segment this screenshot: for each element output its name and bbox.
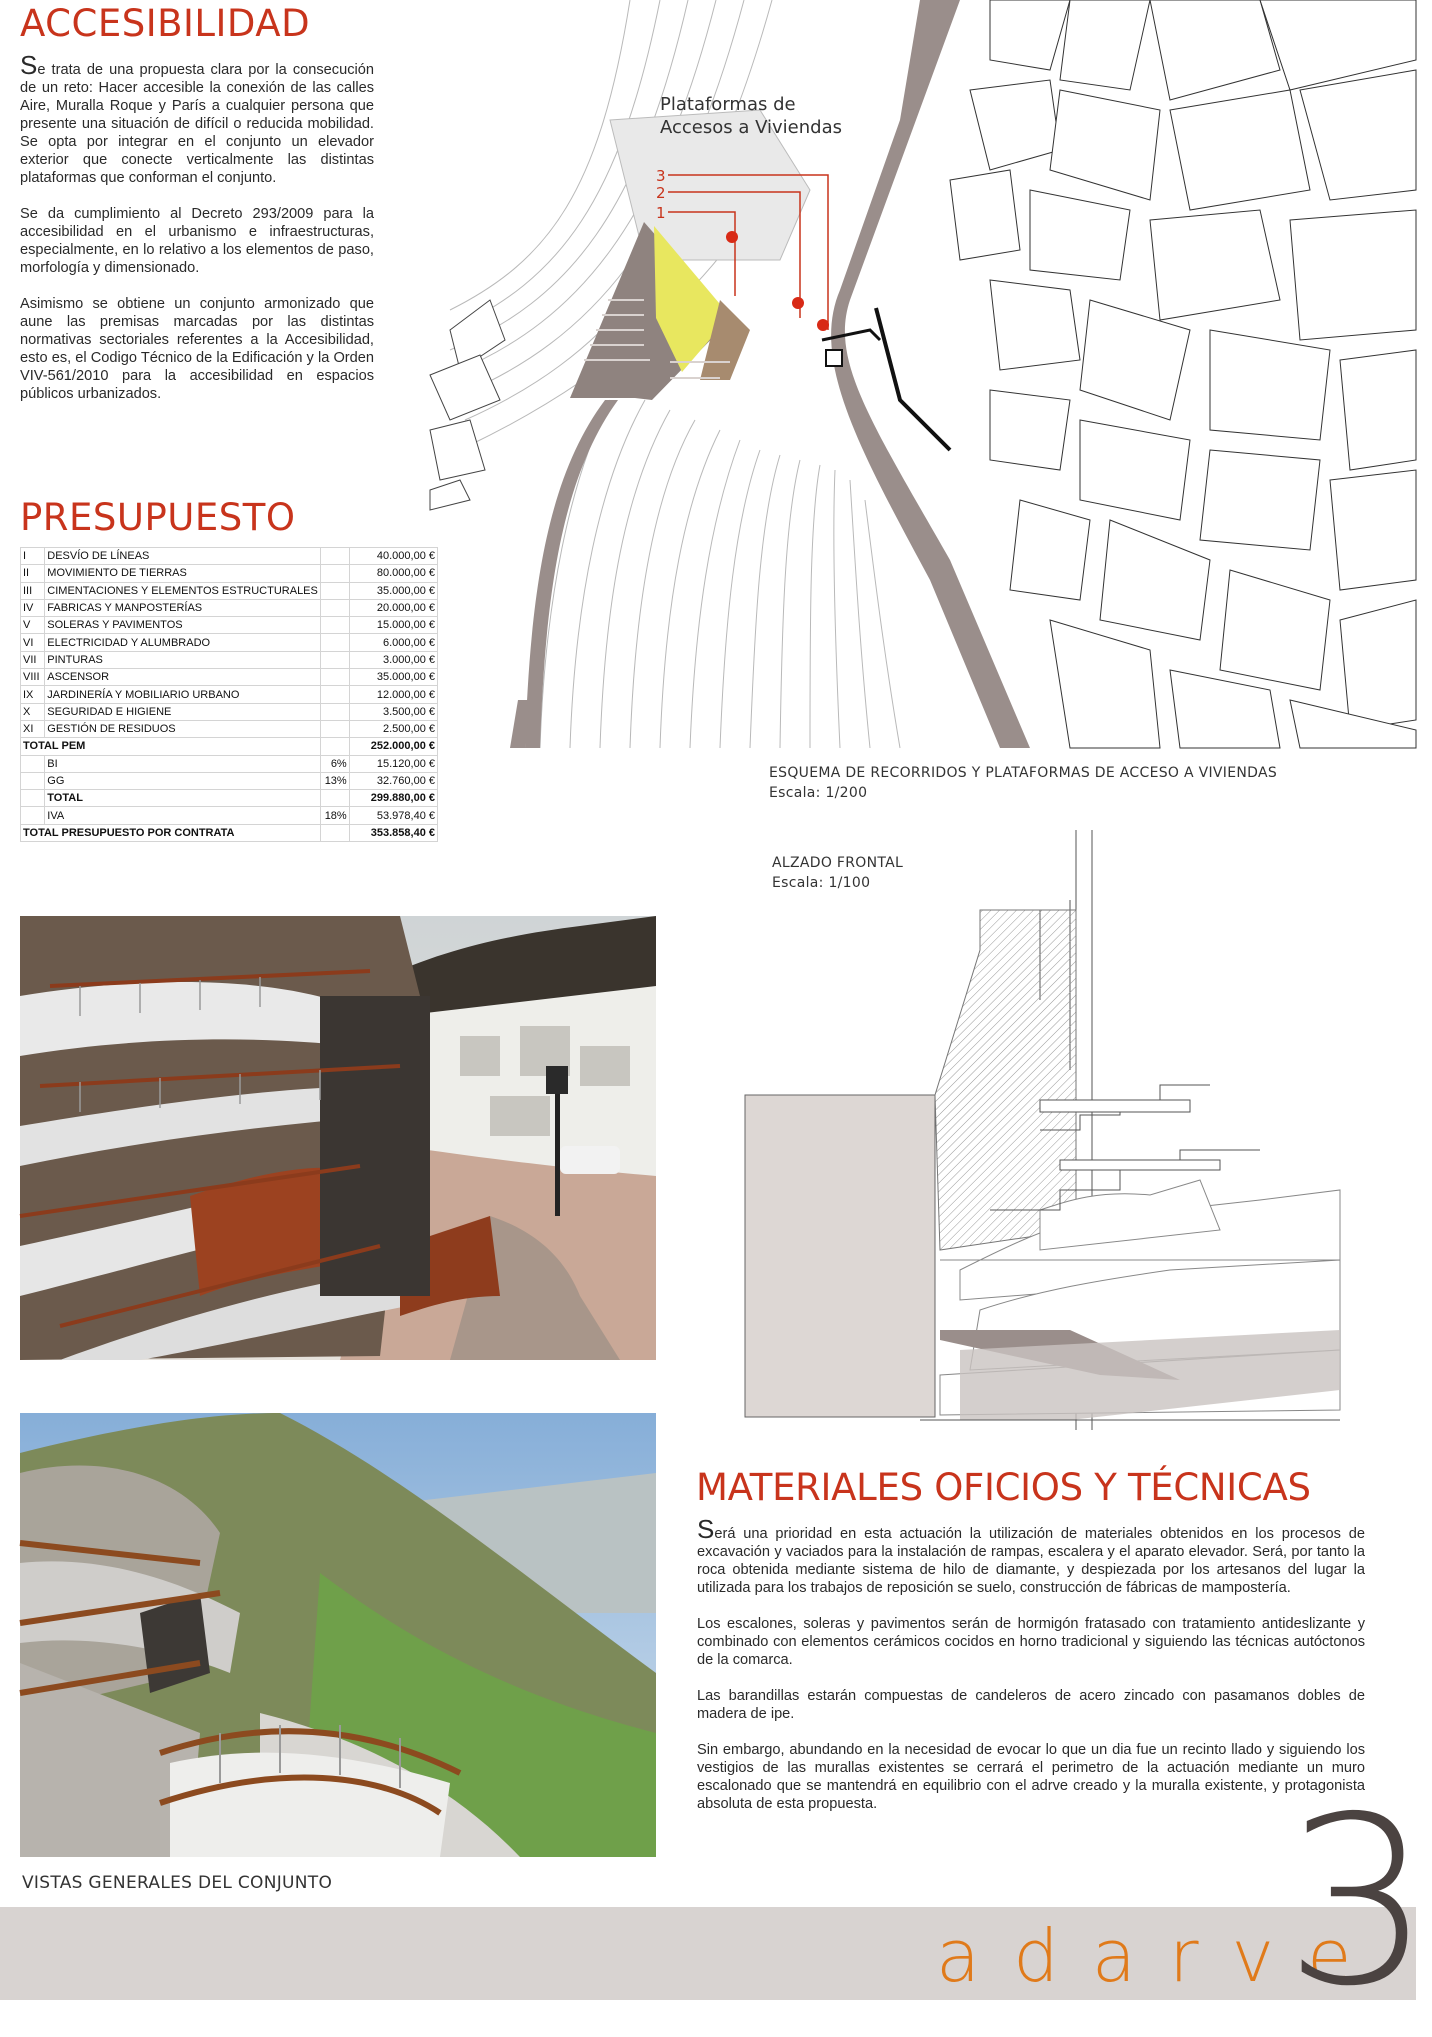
budget-item-value: 35.000,00 € xyxy=(349,669,437,686)
budget-item-value: 40.000,00 € xyxy=(349,548,437,565)
materiales-text xyxy=(697,1514,1365,1831)
budget-item-label: FABRICAS Y MANPOSTERÍAS xyxy=(45,599,321,616)
budget-item-number: VIII xyxy=(21,669,45,686)
budget-item-number: VI xyxy=(21,634,45,651)
budget-item-pct xyxy=(320,669,349,686)
budget-item-label: SEGURIDAD E HIGIENE xyxy=(45,703,321,720)
map-caption-scale: Escala: 1/200 xyxy=(769,785,868,801)
budget-item-number: I xyxy=(21,548,45,565)
left-building-outlines xyxy=(430,300,505,510)
budget-item-value: 35.000,00 € xyxy=(349,582,437,599)
budget-row xyxy=(21,599,438,616)
budget-item-pct xyxy=(320,599,349,616)
budget-total-spacer xyxy=(21,790,45,807)
budget-total-pct xyxy=(320,790,349,807)
accesibilidad-paragraph-1-body: e trata de una propuesta clara por la consecución de un reto: Hacer accesible la conexión de las calles Aire, Muralla Roque y París a cualquier persona que presente una situación de difícil o reducida mobilidad. Se opta por integrar en el conjunto un elevador exterior que conecte verticalmente las distintas plataformas que conforman el conjunto. xyxy=(20,62,374,186)
budget-row xyxy=(21,824,438,841)
budget-contract-pct xyxy=(320,824,349,841)
budget-total-pem-pct xyxy=(320,738,349,755)
materiales-dropcap: S xyxy=(697,1514,715,1544)
budget-item-number: IV xyxy=(21,599,45,616)
budget-row xyxy=(21,651,438,668)
budget-table-body xyxy=(21,548,438,842)
budget-table xyxy=(20,547,438,842)
budget-row xyxy=(21,548,438,565)
materiales-paragraph-3: Las barandillas estarán compuestas de candeleros de acero zincado con pasamanos dobles de madera de ipe. xyxy=(697,1688,1365,1722)
budget-item-label: JARDINERÍA Y MOBILIARIO URBANO xyxy=(45,686,321,703)
budget-iva-spacer xyxy=(21,807,45,824)
budget-item-number: V xyxy=(21,617,45,634)
budget-item-label: ELECTRICIDAD Y ALUMBRADO xyxy=(45,634,321,651)
budget-item-number: VII xyxy=(21,651,45,668)
marker-2-dot xyxy=(792,297,804,309)
front-elevation-drawing xyxy=(740,830,1360,1440)
budget-row xyxy=(21,582,438,599)
accesibilidad-paragraph-1 xyxy=(20,50,374,187)
budget-row xyxy=(21,686,438,703)
budget-item-pct xyxy=(320,565,349,582)
budget-item-pct xyxy=(320,634,349,651)
photos-caption: VISTAS GENERALES DEL CONJUNTO xyxy=(22,1873,333,1893)
budget-item-pct xyxy=(320,686,349,703)
elevation-caption-scale: Escala: 1/100 xyxy=(772,875,871,891)
marker-label-2: 2 xyxy=(656,184,666,202)
budget-item-number: III xyxy=(21,582,45,599)
budget-item-value: 80.000,00 € xyxy=(349,565,437,582)
budget-gg-value: 32.760,00 € xyxy=(349,772,437,789)
budget-row xyxy=(21,565,438,582)
budget-total-label: TOTAL xyxy=(45,790,321,807)
elevation-caption-title: ALZADO FRONTAL xyxy=(772,855,904,871)
budget-item-label: CIMENTACIONES Y ELEMENTOS ESTRUCTURALES xyxy=(45,582,321,599)
render-view-stairs xyxy=(20,916,656,1360)
budget-item-number: II xyxy=(21,565,45,582)
budget-gg-label: GG xyxy=(45,772,321,789)
elevation-wall-left xyxy=(745,1095,935,1417)
marker-3-dot xyxy=(817,319,829,331)
budget-item-number: XI xyxy=(21,720,45,737)
budget-item-label: DESVÍO DE LÍNEAS xyxy=(45,548,321,565)
budget-item-pct xyxy=(320,582,349,599)
marker-label-1: 1 xyxy=(656,204,666,222)
accesibilidad-text xyxy=(20,50,374,421)
budget-item-label: SOLERAS Y PAVIMENTOS xyxy=(45,617,321,634)
materiales-paragraph-1 xyxy=(697,1514,1365,1597)
marker-label-3: 3 xyxy=(656,167,666,185)
budget-bi-label: BI xyxy=(45,755,321,772)
budget-item-pct xyxy=(320,617,349,634)
site-plan-drawing xyxy=(430,0,1416,748)
materiales-title: MATERIALES OFICIOS Y TÉCNICAS xyxy=(696,1466,1311,1509)
materiales-paragraph-2: Los escalones, soleras y pavimentos serán de hormigón fratasado con tratamiento antideslizante y combinado con elementos cerámicos cocidos en horno tradicional y siguiendo las técnicas autóctonos de la comarca. xyxy=(697,1616,1365,1668)
budget-row xyxy=(21,703,438,720)
budget-item-value: 3.000,00 € xyxy=(349,651,437,668)
accesibilidad-paragraph-2: Se da cumplimiento al Decreto 293/2009 para la accesibilidad en el urbanismo e infraestructuras, especialmente, en lo relativo a los elementos de paso, morfología y dimensionado. xyxy=(20,206,374,276)
budget-item-pct xyxy=(320,651,349,668)
budget-total-value: 299.880,00 € xyxy=(349,790,437,807)
budget-gg-pct: 13% xyxy=(320,772,349,789)
budget-row xyxy=(21,720,438,737)
accesibilidad-dropcap: S xyxy=(20,50,38,80)
budget-item-number: IX xyxy=(21,686,45,703)
budget-gg-spacer xyxy=(21,772,45,789)
budget-item-label: GESTIÓN DE RESIDUOS xyxy=(45,720,321,737)
materiales-paragraph-4: Sin embargo, abundando en la necesidad de evocar lo que un dia fue un recinto llado y siguiendo los vestigios de las murallas existentes se cerrará el perimetro de la actuación mediante un muro escalonado que se mantendrá en equilibrio con el adrve creado y la muralla existente, y protagonista absoluta de esta propuesta. xyxy=(697,1742,1365,1812)
budget-bi-spacer xyxy=(21,755,45,772)
elevation-hatched-wall xyxy=(935,910,1076,1250)
budget-row xyxy=(21,669,438,686)
budget-item-label: PINTURAS xyxy=(45,651,321,668)
map-label-line-2: Accesos a Viviendas xyxy=(660,117,842,138)
budget-item-value: 12.000,00 € xyxy=(349,686,437,703)
budget-contract-value: 353.858,40 € xyxy=(349,824,437,841)
accesibilidad-paragraph-3: Asimismo se obtiene un conjunto armonizado que aune las premisas marcadas por las distintas normativas sectoriales referentes a la Accesibilidad, esto es, el Codigo Técnico de la Edificación y la Orden VIV-561/2010 para la accesibilidad en espacios públicos urbanizados. xyxy=(20,296,374,402)
budget-item-value: 3.500,00 € xyxy=(349,703,437,720)
budget-item-label: ASCENSOR xyxy=(45,669,321,686)
budget-iva-label: IVA xyxy=(45,807,321,824)
budget-row xyxy=(21,807,438,824)
budget-row xyxy=(21,738,438,755)
map-label-line-1: Plataformas de xyxy=(660,94,796,115)
marker-1-dot xyxy=(726,231,738,243)
right-building-outlines xyxy=(950,0,1416,748)
map-caption xyxy=(769,763,1277,803)
budget-item-pct xyxy=(320,703,349,720)
budget-item-pct xyxy=(320,720,349,737)
budget-item-value: 2.500,00 € xyxy=(349,720,437,737)
budget-row xyxy=(21,617,438,634)
budget-iva-pct: 18% xyxy=(320,807,349,824)
render-view-hillside xyxy=(20,1413,656,1857)
budget-item-value: 6.000,00 € xyxy=(349,634,437,651)
budget-total-pem-value: 252.000,00 € xyxy=(349,738,437,755)
budget-bi-pct: 6% xyxy=(320,755,349,772)
budget-row xyxy=(21,772,438,789)
budget-bi-value: 15.120,00 € xyxy=(349,755,437,772)
budget-row xyxy=(21,755,438,772)
budget-total-pem-label: TOTAL PEM xyxy=(21,738,321,755)
brand-name: adarve xyxy=(936,1914,1385,1998)
presupuesto-title: PRESUPUESTO xyxy=(20,496,296,539)
budget-iva-value: 53.978,40 € xyxy=(349,807,437,824)
budget-row xyxy=(21,634,438,651)
budget-item-label: MOVIMIENTO DE TIERRAS xyxy=(45,565,321,582)
budget-item-value: 15.000,00 € xyxy=(349,617,437,634)
budget-item-number: X xyxy=(21,703,45,720)
materiales-paragraph-1-body: erá una prioridad en esta actuación la utilización de materiales obtenidos en los procesos de excavación y vaciados para la instalación de rampas, escalera y el aparato elevador. Será, por tanto la roca obtenida mediante sistema de hilo de diamante, y despiezada por los artesanos del lugar la utilizada para los trabajos de reposición se suelo, construcción de fábricas de mampostería. xyxy=(697,1526,1365,1596)
budget-contract-label: TOTAL PRESUPUESTO POR CONTRATA xyxy=(21,824,321,841)
panel-number: 3 xyxy=(1284,1767,1432,2037)
accesibilidad-title: ACCESIBILIDAD xyxy=(20,2,311,45)
budget-row xyxy=(21,790,438,807)
budget-item-value: 20.000,00 € xyxy=(349,599,437,616)
budget-item-pct xyxy=(320,548,349,565)
map-caption-title: ESQUEMA DE RECORRIDOS Y PLATAFORMAS DE ACCESO A VIVIENDAS xyxy=(769,765,1278,781)
